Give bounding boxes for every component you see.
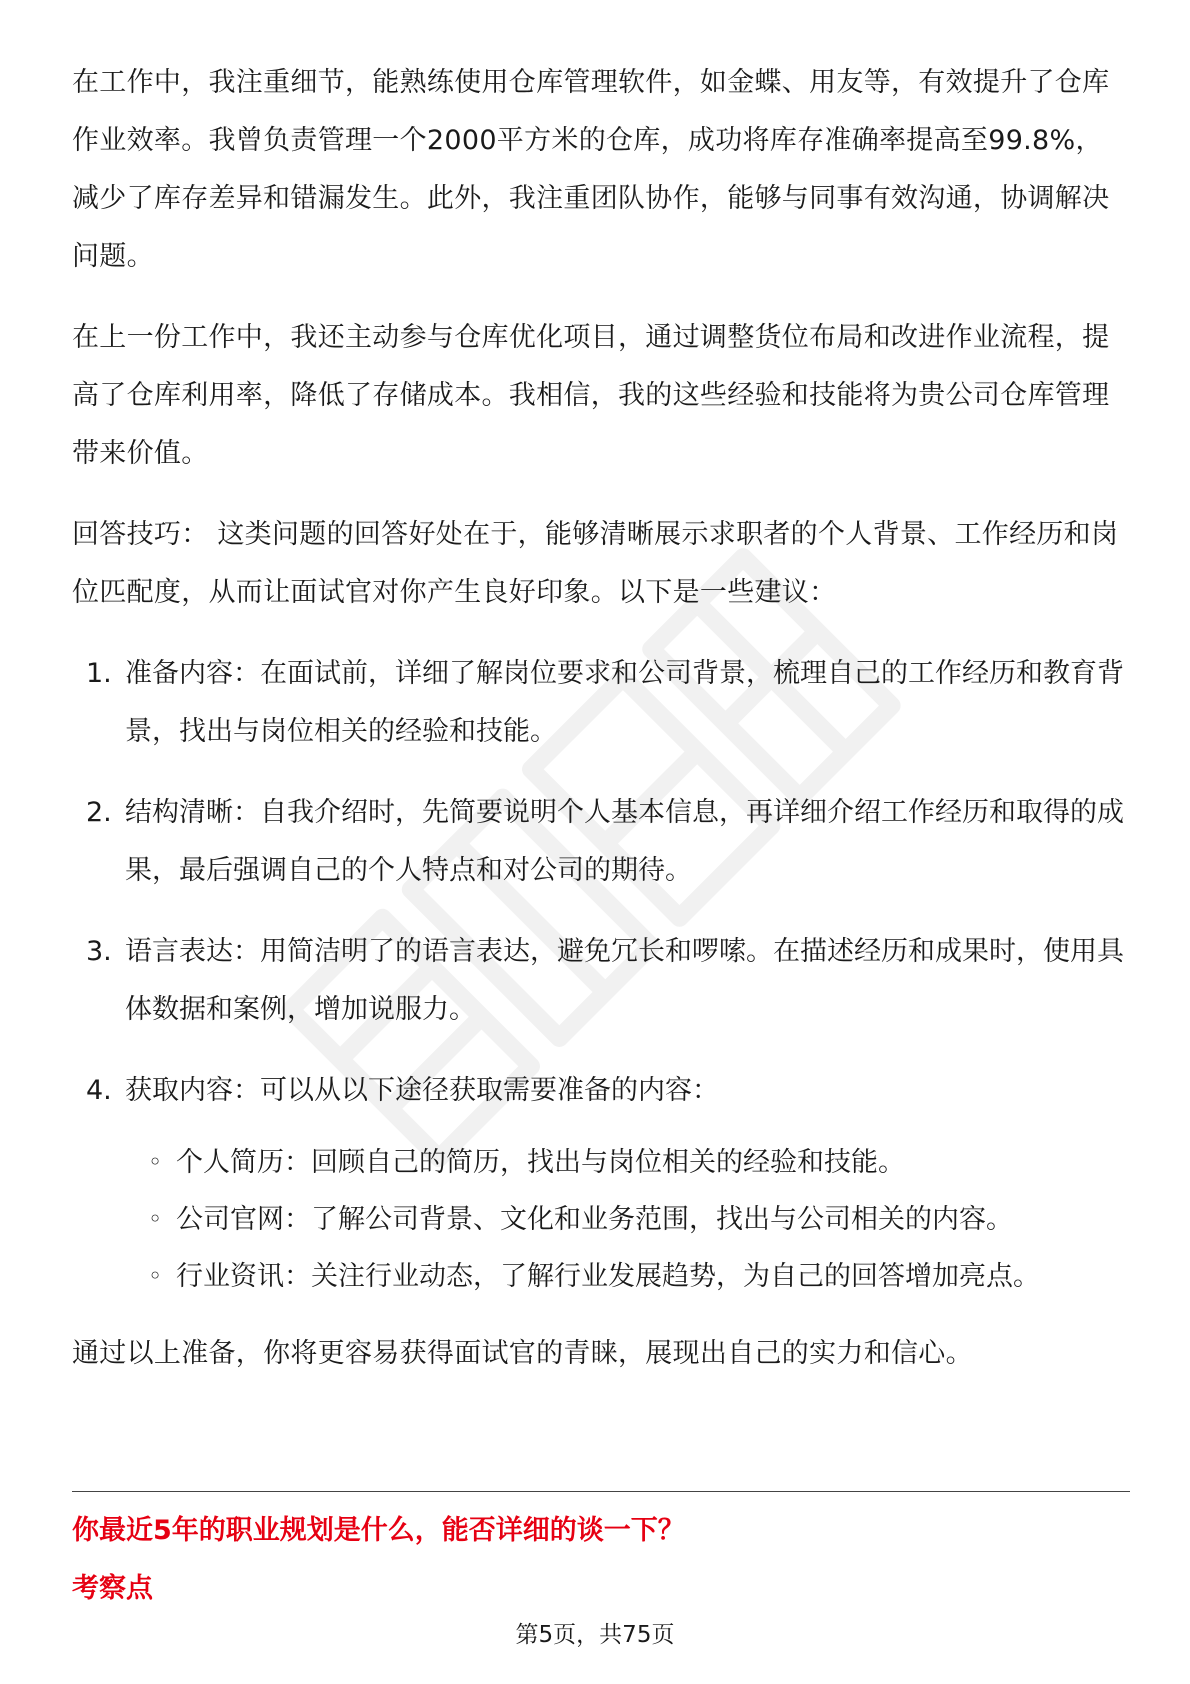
page-footer: 第5页，共75页 bbox=[515, 1622, 675, 1648]
source-item bbox=[72, 1134, 1130, 1191]
tip-number: 4. bbox=[86, 1075, 112, 1106]
answer-tips-intro: 回答技巧： 这类问题的回答好处在于，能够清晰展示求职者的个人背景、工作经历和岗位匹配度，从而让面试官对你产生良好印象。以下是一些建议： bbox=[72, 519, 1119, 608]
tip-number: 3. bbox=[86, 936, 112, 967]
answer-paragraph: 在工作中，我注重细节，能熟练使用仓库管理软件，如金蝶、用友等，有效提升了仓库作业效率。我曾负责管理一个2000平方米的仓库，成功将库存准确率提高至99.8%，减少了库存差异和错漏发生。此外，我注重团队协作，能够与同事有效沟通，协调解决问题。 bbox=[72, 67, 1110, 272]
tip-text: 准备内容：在面试前，详细了解岗位要求和公司背景，梳理自己的工作经历和教育背景，找出与岗位相关的经验和技能。 bbox=[125, 658, 1124, 747]
document-body bbox=[72, 54, 1130, 1406]
tip-text: 获取内容：可以从以下途径获取需要准备的内容： bbox=[125, 1075, 719, 1106]
tip-text: 语言表达：用简洁明了的语言表达，避免冗长和啰嗦。在描述经历和成果时，使用具体数据和案例，增加说服力。 bbox=[125, 936, 1124, 1025]
bullet-circle-icon: ◦ bbox=[148, 1205, 163, 1233]
tip-number: 2. bbox=[86, 797, 112, 828]
sources-list bbox=[72, 1134, 1130, 1305]
closing-paragraph: 通过以上准备，你将更容易获得面试官的青睐，展现出自己的实力和信心。 bbox=[72, 1338, 973, 1369]
tip-item bbox=[72, 1062, 1130, 1120]
bullet-circle-icon: ◦ bbox=[148, 1262, 163, 1290]
next-section-label: 考察点 bbox=[72, 1573, 153, 1604]
source-text: 公司官网：了解公司背景、文化和业务范围，找出与公司相关的内容。 bbox=[176, 1204, 1013, 1235]
section-divider bbox=[72, 1491, 1130, 1492]
source-text: 个人简历：回顾自己的简历，找出与岗位相关的经验和技能。 bbox=[176, 1147, 905, 1178]
source-text: 行业资讯：关注行业动态，了解行业发展趋势，为自己的回答增加亮点。 bbox=[176, 1261, 1040, 1292]
tip-number: 1. bbox=[86, 658, 112, 689]
bullet-circle-icon: ◦ bbox=[148, 1148, 163, 1176]
tip-text: 结构清晰：自我介绍时，先简要说明个人基本信息，再详细介绍工作经历和取得的成果，最后强调自己的个人特点和对公司的期待。 bbox=[125, 797, 1124, 886]
tips-list bbox=[72, 645, 1130, 1120]
source-item bbox=[72, 1248, 1130, 1305]
next-question-heading: 你最近5年的职业规划是什么，能否详细的谈一下？ bbox=[72, 1515, 685, 1546]
source-item bbox=[72, 1191, 1130, 1248]
tip-item bbox=[72, 923, 1130, 1039]
tip-item bbox=[72, 645, 1130, 761]
tip-item bbox=[72, 784, 1130, 900]
answer-paragraph: 在上一份工作中，我还主动参与仓库优化项目，通过调整货位布局和改进作业流程，提高了仓库利用率，降低了存储成本。我相信，我的这些经验和技能将为贵公司仓库管理带来价值。 bbox=[72, 322, 1110, 469]
